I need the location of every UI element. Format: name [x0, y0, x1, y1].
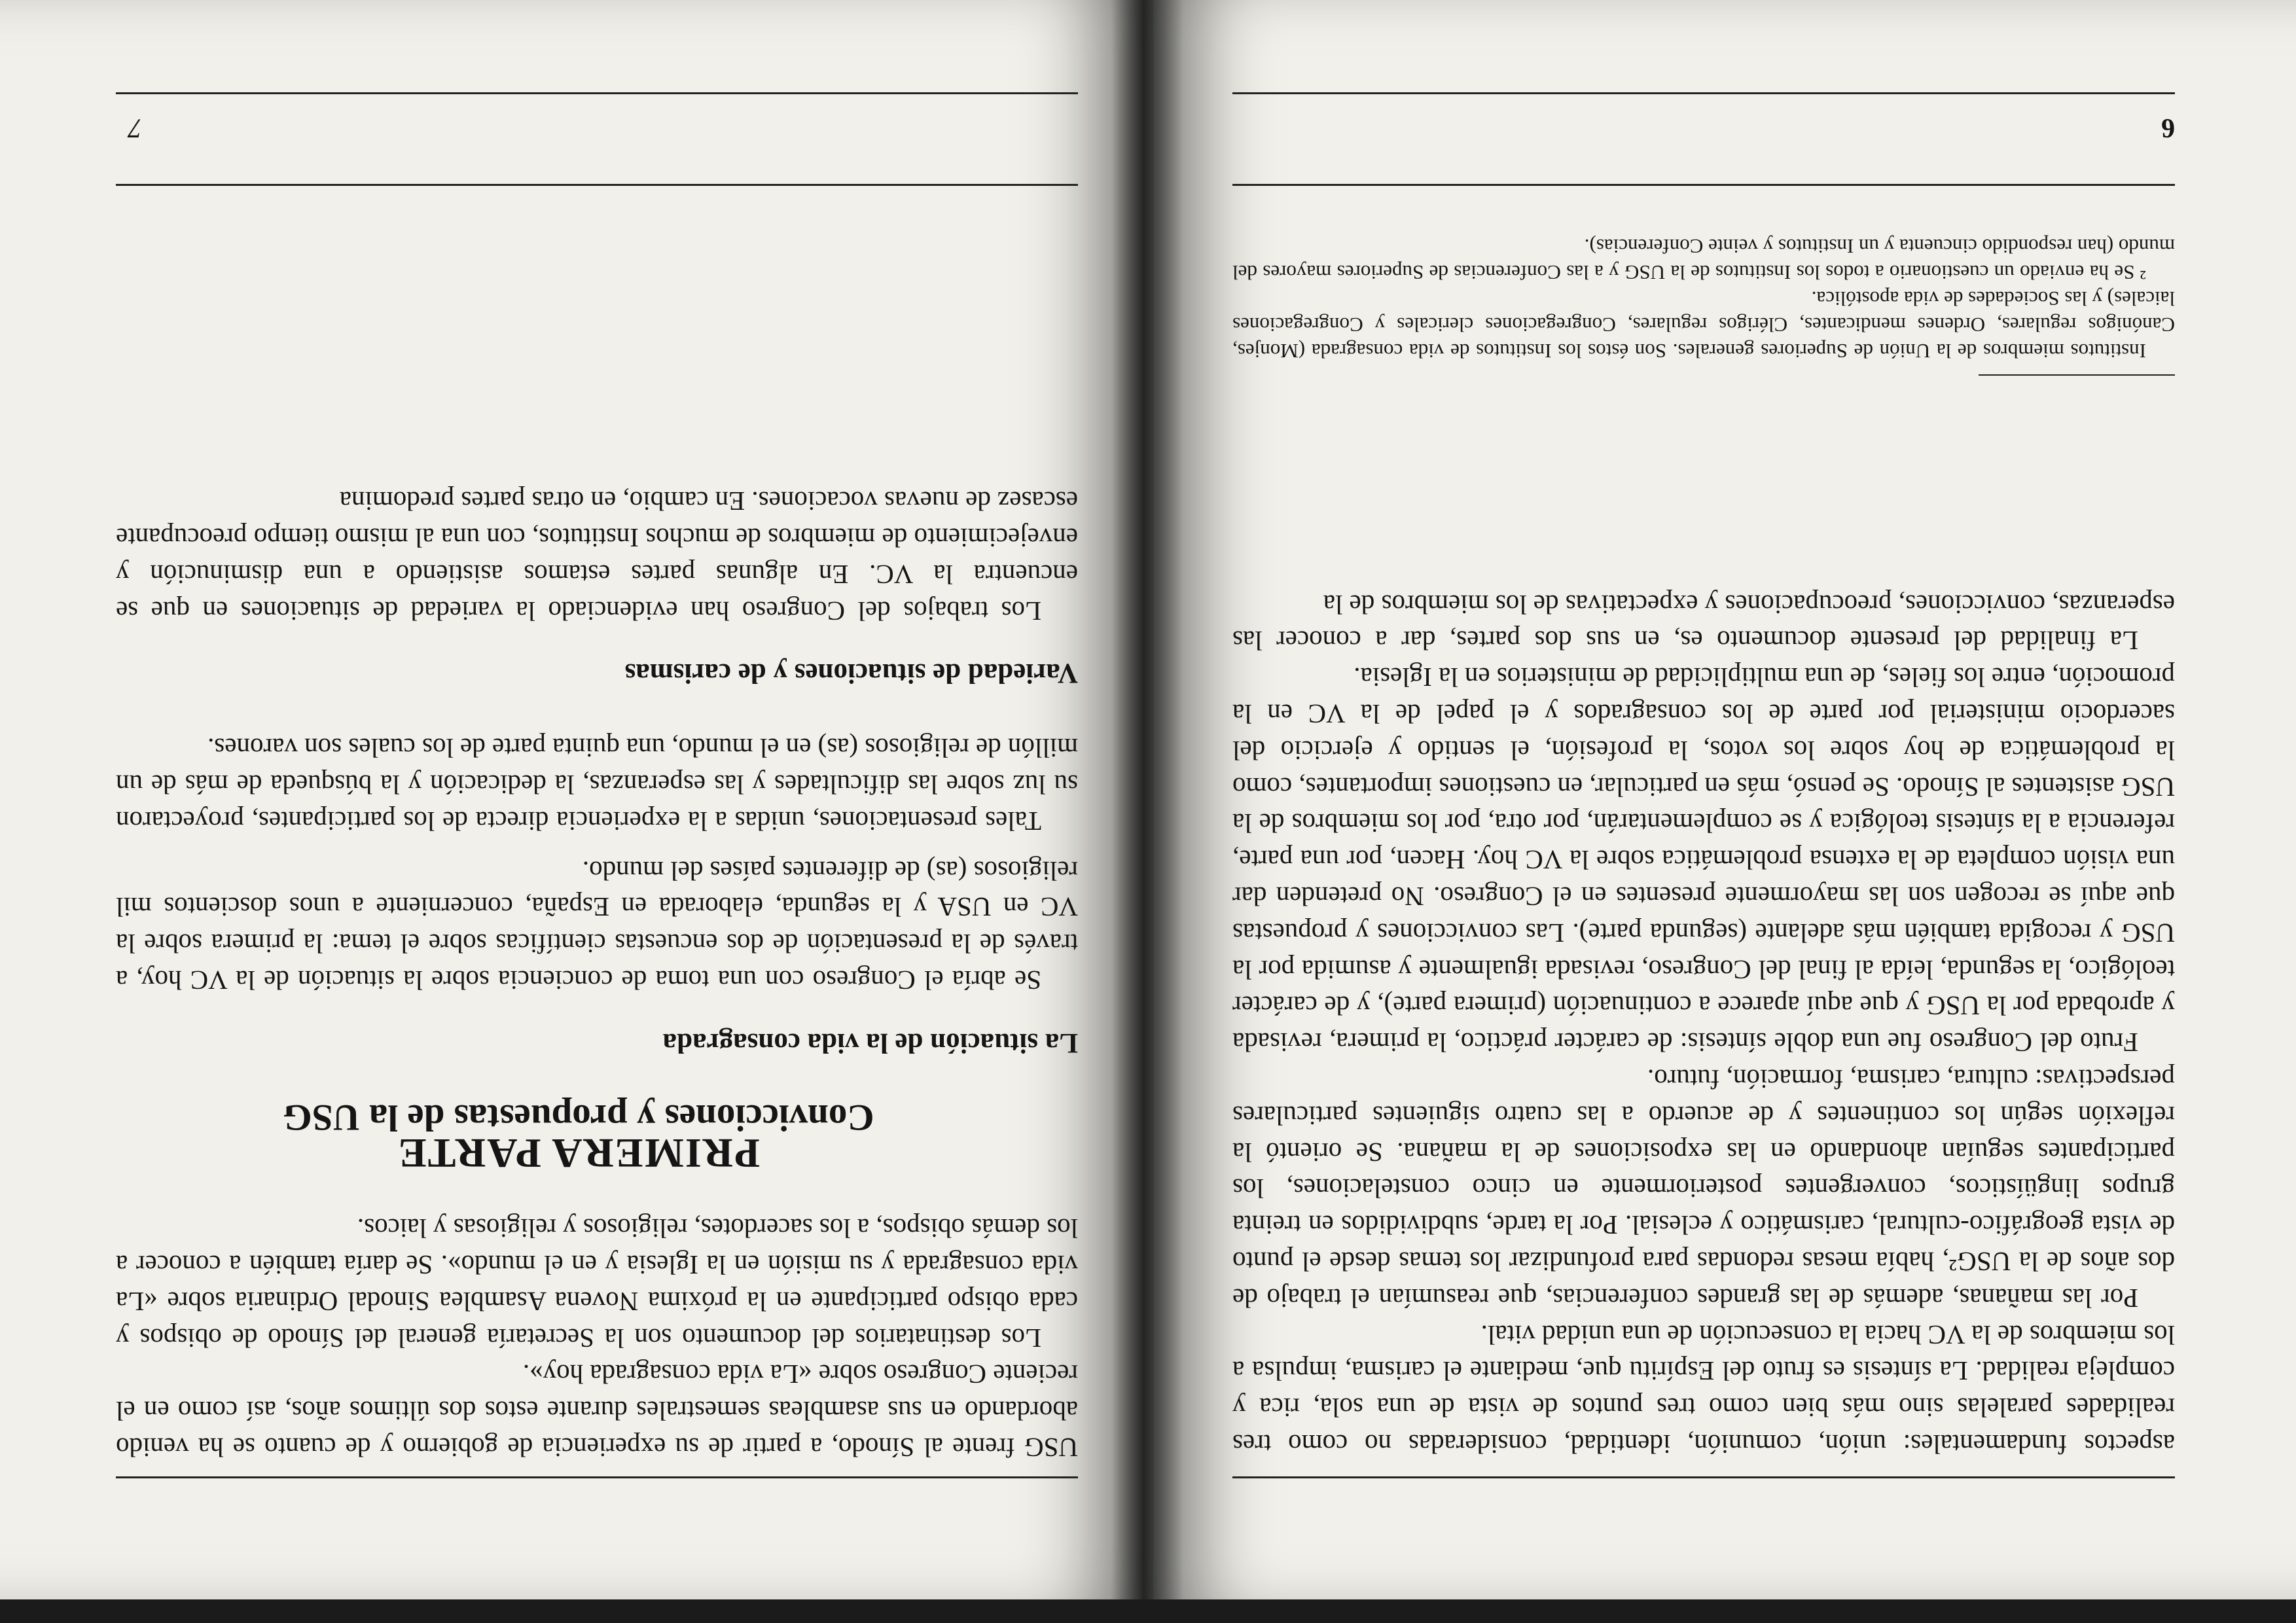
part-title: PRIMERA PARTE [397, 1130, 761, 1177]
footnote-2: ² Se ha enviado un cuestionario a todos los Institutos de la USG y a las Conferencias de Superiores mayores del mundo (han respondido cincuenta y un Institutos y veinte Conferencias). [1232, 235, 2175, 284]
page-6-footnotes [1232, 233, 2175, 364]
page-6-body [1232, 586, 2175, 1462]
paragraph: USG frente al Sínodo, a partir de su experiencia de gobierno y de cuanto se ha venido abordando en sus asambleas semestrales durante estos dos últimos años, así como en el reciente Congreso sobre «La vida consagrada hoy». [116, 1359, 1078, 1463]
paragraph: Los trabajos del Congreso han evidenciado la variedad de situaciones en que se encuentra la VC. En algunas partes estamos asistiendo a una disminución y envejecimiento de miembros de muchos Institutos, con una al mismo tiempo preocupante escasez de nuevas vocaciones. En cambio, en otras partes predomina [116, 486, 1078, 626]
paragraph: Por las mañanas, además de las grandes conferencias, que reasumían el trabajo de dos años de la USG², había mesas redondas para profundizar los temas desde el punto de vista geográfico-cultural, carismático y eclesial. Por la tarde, subdivididos en treinta grupos lingüísticos, convergentes posteriormente en cinco constelaciones, los participantes seguían ahondando en las exposiciones de la mañana. Se orientó la reflexión según los continentes y de acuerdo a las cuatro siguientes particulares perspectivas: cultura, carisma, formación, futuro. [1232, 1064, 2175, 1313]
paragraph: La finalidad del presente documento es, en sus dos partes, dar a conocer las esperanzas, convicciones, preocupaciones y expectativas de los miembros de la [1232, 589, 2175, 656]
paragraph: aspectos fundamentales: unión, comunión, identidad, consideradas no como tres realidades paralelas sino más bien como tres puntos de vista de una sola, rica y compleja realidad. La síntesis es fruto del Espíritu que, mediante el carisma, impulsa a los miembros de la VC hacia la consecución de una unidad vital. [1232, 1319, 2175, 1459]
paragraph: Se abría el Congreso con una toma de conciencia sobre la situación de la VC hoy, a través de la presentación de dos encuestas científicas sobre el tema: la primera sobre la VC en USA y la segunda, elaborada en España, concerniente a unos doscientos mil religiosos (as) de diferentes países del mundo. [116, 855, 1078, 996]
header-rule [1232, 1476, 2175, 1478]
section-heading-2: Variedad de situaciones y de carismas [624, 658, 1078, 689]
paragraph: Fruto del Congreso fue una doble síntesis: de carácter práctico, la primera, revisada y aprobada por la USG y que aquí aparece a continuación (primera parte), y de carácter teológico, la segunda, leída al final del Congreso, revisada igualmente y asumida por la USG y recogida también más adelante (segunda parte). Las convicciones y propuestas que aquí se recogen son las mayormente presentes en el Congreso. No pretenden dar una visión completa de la extensa problemática sobre la VC hoy. Hacen, por una parte, referencia a la síntesis teológica y se complementarán, por otra, por los miembros de la USG asistentes al Sínodo. Se pensó, más en particular, en cuestiones importantes, como la problemática de hoy sobre los votos, la profesión, el sentido y ejercicio del sacerdocio ministerial por parte de los consagrados y el papel de la VC en la promoción, entre los fieles, de una multiplicidad de ministerios en la Iglesia. [1232, 662, 2175, 1058]
footer-rule-lower [1232, 92, 2175, 94]
page-7 [0, 0, 1153, 1599]
page-number: 6 [2161, 113, 2175, 143]
book-gutter-shadow [1111, 0, 1183, 1599]
section-heading-1: La situación de la vida consagrada [662, 1027, 1078, 1058]
part-subtitle: Convicciones y propuestas de la USG [283, 1096, 874, 1138]
page-number: 7 [128, 113, 142, 143]
footnote-1: Institutos miembros de la Unión de Superiores generales. Son éstos los Institutos de vida consagrada (Monjes, Canónigos regulares, Ordenes mendicantes, Clérigos regulares, Congregaciones clericales y Congregaciones laicales) y las Sociedades de vida apostólica. [1232, 287, 2175, 363]
page-6 [1153, 0, 2296, 1599]
footer-rule-lower [116, 92, 1078, 94]
header-rule [116, 1476, 1078, 1478]
page-7-body [116, 482, 1078, 1465]
paragraph: Tales presentaciones, unidas a la experiencia directa de los participantes, proyectaron su luz sobre las dificultades y las esperanzas, la dedicación y la búsqueda de más de un millón de religiosos (as) en el mundo, una quinta parte de los cuales son varones. [116, 733, 1078, 836]
footnote-rule [1979, 374, 2175, 376]
footer-rule-upper [116, 184, 1078, 186]
footer-rule-upper [1232, 184, 2175, 186]
paragraph: Los destinatarios del documento son la Secretaría general del Sínodo de obispos y cada obispo participante en la próxima Novena Asamblea Sinodal Ordinaria sobre «La vida consagrada y su misión en la Iglesia y en el mundo». Se daría también a conocer a los demás obispos, a los sacerdotes, religiosos y religiosas y laicos. [116, 1213, 1078, 1353]
